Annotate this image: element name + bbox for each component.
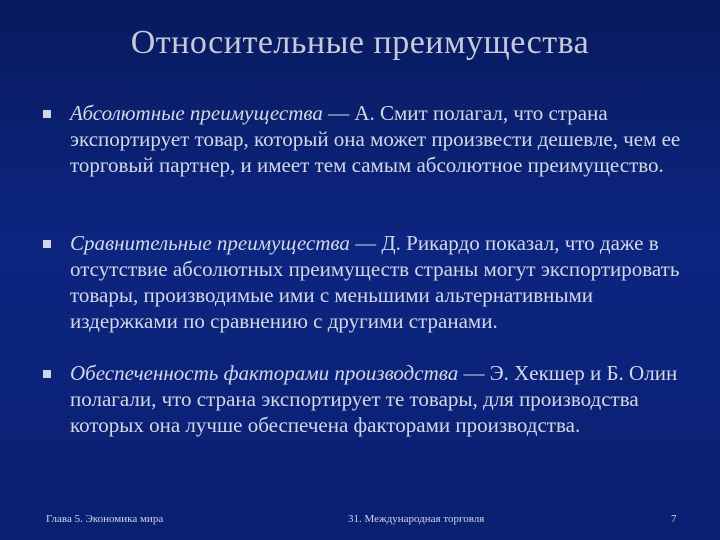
page-number: 7 — [671, 513, 677, 525]
footer-chapter: Глава 5. Экономика мира — [46, 513, 164, 525]
square-bullet-icon — [43, 240, 51, 248]
bullet-text: — Д. Рикардо показал, что даже в отсутствие абсолютных преимуществ страны могут экспортировать товары, производимые ими с меньшими альтернативными издержками по сравнению с другими странами. — [70, 231, 680, 333]
square-bullet-icon — [43, 370, 51, 378]
bullet-list — [40, 100, 690, 438]
bullet-term: Обеспеченность факторами производства — [70, 361, 459, 385]
footer-section: 31. Международная торговля — [348, 513, 485, 525]
bullet-term: Абсолютные преимущества — [70, 101, 323, 125]
bullet-term: Сравнительные преимущества — [70, 231, 350, 255]
bullet-text: — А. Смит полагал, что страна экспортирует товар, который она может произвести дешевле, чем ее торговый партнер, и имеет тем самым абсолютное преимущество. — [70, 101, 681, 177]
slide-title: Относительные преимущества — [130, 24, 590, 61]
bullet-item-comparative — [40, 230, 690, 360]
bullet-item-factor-endowment — [40, 360, 690, 438]
square-bullet-icon — [43, 110, 51, 118]
bullet-text: — Э. Хекшер и Б. Олин полагали, что страна экспортирует те товары, для производства которых она лучше обеспечена факторами производства. — [70, 361, 678, 437]
bullet-item-absolute — [40, 100, 690, 230]
